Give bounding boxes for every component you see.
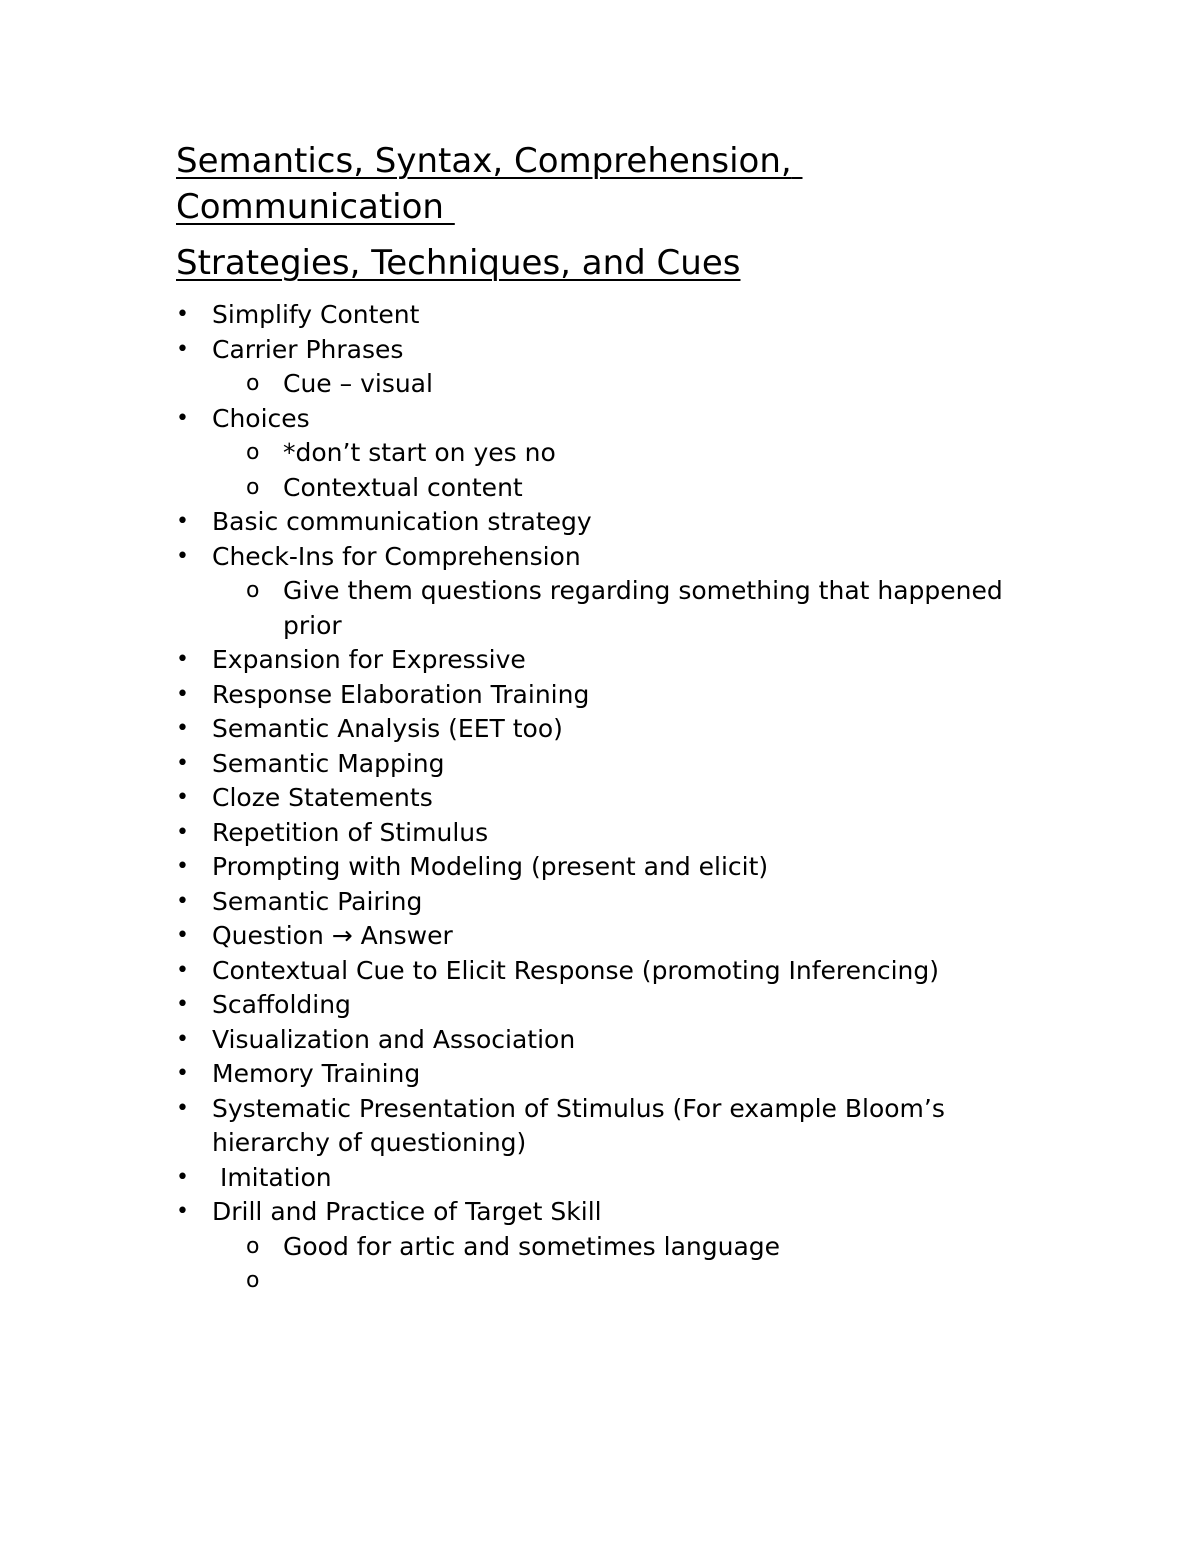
- bullet-icon: •: [176, 302, 189, 327]
- circle-bullet-icon: o: [246, 1233, 260, 1259]
- sub-list-item: o Cue – visual: [176, 367, 1036, 402]
- bullet-icon: •: [176, 1061, 189, 1086]
- sub-list-item: o Give them questions regarding something that happened prior: [246, 576, 1011, 640]
- list-item: • Semantic Pairing: [176, 885, 1036, 920]
- list-item: • Prompting with Modeling (present and elicit): [176, 850, 1036, 885]
- bullet-icon: •: [176, 681, 189, 707]
- list-item: • Semantic Analysis (EET too): [176, 712, 1036, 747]
- document-page: [176, 138, 1036, 1293]
- document-subtitle: Strategies, Techniques, and Cues: [176, 243, 741, 283]
- list-item: • Check-Ins for Comprehension: [176, 540, 1036, 575]
- list-item: • Systematic Presentation of Stimulus (For example Bloom’s hierarchy of questioning): [176, 1093, 953, 1157]
- list-item: • Simplify Content: [176, 298, 1036, 333]
- list-item: • Cloze Statements: [176, 781, 1036, 816]
- bullet-icon: •: [176, 992, 189, 1017]
- list-item: • Expansion for Expressive: [176, 643, 1036, 678]
- list-item: • Semantic Mapping: [176, 747, 1036, 782]
- bullet-icon: •: [176, 1095, 189, 1121]
- bullet-icon: •: [176, 1026, 189, 1052]
- bullet-icon: •: [176, 543, 189, 569]
- bullet-icon: •: [176, 647, 189, 672]
- sub-list-item: o Good for artic and sometimes language: [176, 1230, 1036, 1265]
- list-item: • Choices: [176, 402, 1036, 437]
- bullet-icon: •: [176, 750, 189, 776]
- bullet-icon: •: [176, 1199, 189, 1224]
- circle-bullet-icon: o: [246, 474, 260, 500]
- circle-bullet-icon: o: [246, 1268, 260, 1293]
- circle-bullet-icon: o: [246, 371, 260, 396]
- list-item: • Repetition of Stimulus: [176, 816, 1036, 851]
- list-item: • Question → Answer: [176, 919, 1036, 954]
- list-item: • Visualization and Association: [176, 1023, 1036, 1058]
- list-item: • Imitation: [176, 1161, 1036, 1196]
- strategy-list: [176, 298, 1036, 1293]
- list-item: • Response Elaboration Training: [176, 678, 1036, 713]
- list-item: • Contextual Cue to Elicit Response (promoting Inferencing): [176, 954, 1036, 989]
- bullet-icon: •: [176, 405, 189, 431]
- bullet-icon: •: [176, 716, 189, 741]
- list-item: • Memory Training: [176, 1057, 1036, 1092]
- circle-bullet-icon: o: [246, 578, 260, 603]
- bullet-icon: •: [176, 819, 189, 845]
- document-title: Semantics, Syntax, Comprehension, Communication: [176, 141, 803, 227]
- circle-bullet-icon: o: [246, 440, 260, 465]
- list-item: • Scaffolding: [176, 988, 1036, 1023]
- bullet-icon: •: [176, 785, 189, 810]
- bullet-icon: •: [176, 1164, 189, 1190]
- bullet-icon: •: [176, 336, 189, 362]
- list-item: • Drill and Practice of Target Skill: [176, 1195, 1036, 1230]
- sub-list-item: o Contextual content: [176, 471, 1036, 506]
- list-item: • Carrier Phrases: [176, 333, 1036, 368]
- bullet-icon: •: [176, 854, 189, 879]
- bullet-icon: •: [176, 888, 189, 914]
- list-item: • Basic communication strategy: [176, 505, 1036, 540]
- bullet-icon: •: [176, 957, 189, 983]
- bullet-icon: •: [176, 923, 189, 948]
- sub-list-item: o *don’t start on yes no: [176, 436, 1036, 471]
- bullet-icon: •: [176, 509, 189, 534]
